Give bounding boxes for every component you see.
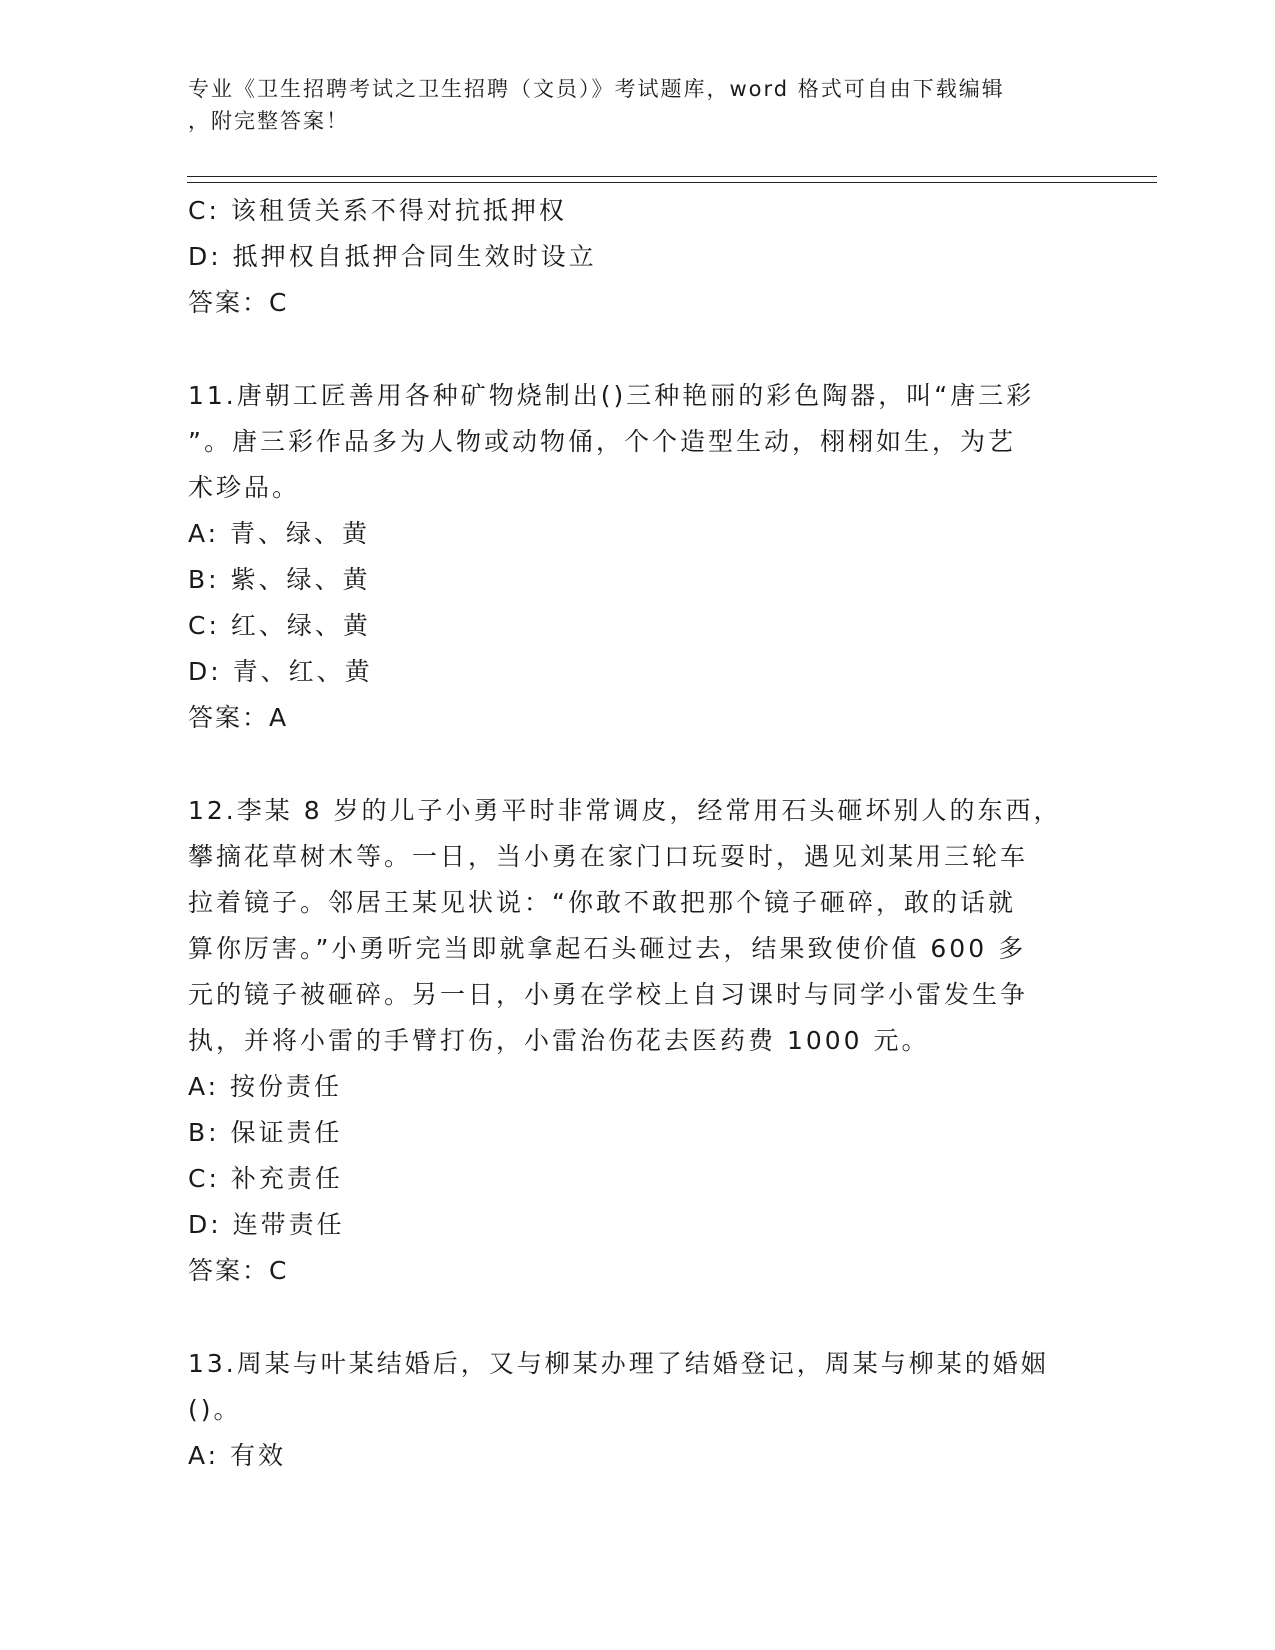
option-d: D: 抵押权自抵押合同生效时设立 — [188, 242, 597, 271]
option-c: C: 补充责任 — [188, 1164, 343, 1193]
option-c: C: 红、绿、黄 — [188, 611, 371, 640]
question-10-tail — [188, 188, 1088, 326]
option-a: A: 有效 — [188, 1441, 287, 1470]
answer-line: 答案：C — [188, 1256, 289, 1285]
answer-line: 答案：C — [188, 288, 289, 317]
question-text-line: 元的镜子被砸碎。另一日，小勇在学校上自习课时与同学小雷发生争 — [188, 980, 1029, 1009]
option-d: D: 青、红、黄 — [188, 657, 373, 686]
header-divider — [187, 176, 1157, 183]
answer-line: 答案：A — [188, 703, 289, 732]
question-11 — [188, 373, 1088, 741]
question-13 — [188, 1341, 1088, 1479]
question-content — [188, 188, 1088, 1479]
option-d: D: 连带责任 — [188, 1210, 345, 1239]
option-b: B: 紫、绿、黄 — [188, 565, 371, 594]
question-text-line: 13.周某与叶某结婚后，又与柳某办理了结婚登记，周某与柳某的婚姻 — [188, 1349, 1049, 1378]
spacer — [188, 1294, 1088, 1341]
question-text-line: 攀摘花草树木等。一日，当小勇在家门口玩耍时，遇见刘某用三轮车 — [188, 842, 1029, 871]
question-text-line: 12.李某 8 岁的儿子小勇平时非常调皮，经常用石头砸坏别人的东西， — [188, 796, 1062, 825]
question-text-line: 算你厉害。”小勇听完当即就拿起石头砸过去，结果致使价值 600 多 — [188, 934, 1027, 963]
document-header — [188, 73, 1088, 137]
option-b: B: 保证责任 — [188, 1118, 343, 1147]
question-text-line: ”。唐三彩作品多为人物或动物俑，个个造型生动，栩栩如生，为艺 — [188, 427, 1016, 456]
option-c: C: 该租赁关系不得对抗抵押权 — [188, 196, 567, 225]
option-a: A: 青、绿、黄 — [188, 519, 371, 548]
question-text-line: 11.唐朝工匠善用各种矿物烧制出()三种艳丽的彩色陶器，叫“唐三彩 — [188, 381, 1035, 410]
header-line-1: 专业《卫生招聘考试之卫生招聘（文员）》考试题库，word 格式可自由下载编辑 — [188, 77, 1005, 101]
spacer — [188, 741, 1088, 788]
question-text-line: 执，并将小雷的手臂打伤，小雷治伤花去医药费 1000 元。 — [188, 1026, 930, 1055]
spacer — [188, 326, 1088, 373]
header-line-2: ，附完整答案！ — [188, 109, 349, 133]
question-12 — [188, 788, 1088, 1294]
question-text-line: ()。 — [188, 1395, 242, 1424]
question-text-line: 术珍品。 — [188, 473, 301, 502]
question-text-line: 拉着镜子。邻居王某见状说：“你敢不敢把那个镜子砸碎，敢的话就 — [188, 888, 1016, 917]
option-a: A: 按份责任 — [188, 1072, 343, 1101]
